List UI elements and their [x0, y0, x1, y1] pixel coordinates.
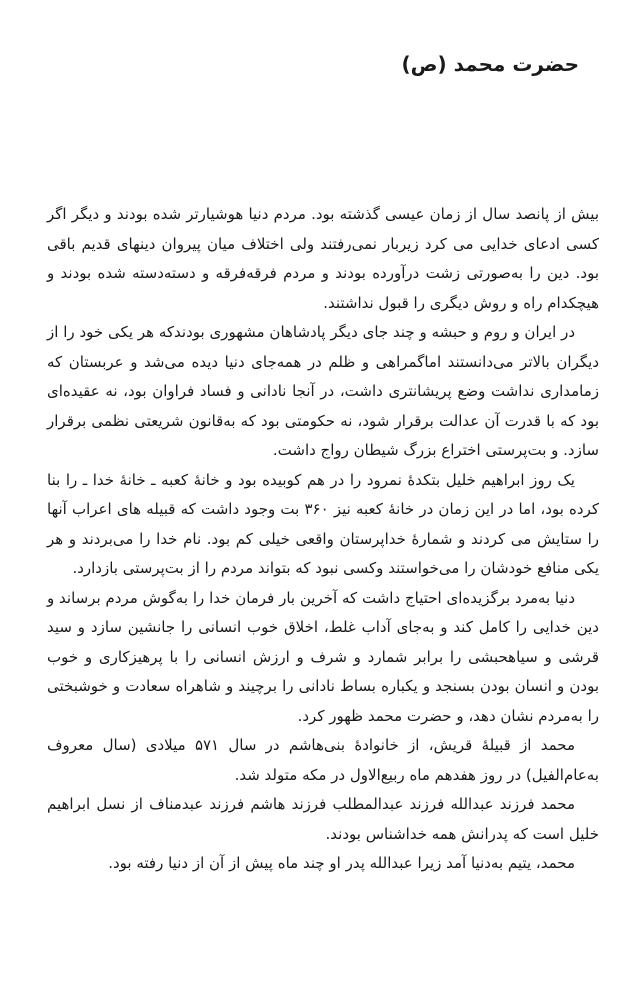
paragraph: بیش از پانصد سال از زمان عیسی‌ گذشته بود. مردم دنیا هوشیارتر شده بودند و دیگر اگر کسی ادعای خدایی می کرد زیربار نمی‌رفتند ولی اختلاف میان پیروان دینهای قدیم باقی بود. دین را به‌صورتی زشت درآورده بودند و مردم فرقه‌فرقه و دسته‌دسته شده بودند و هیچکدام راه و روش دیگری را قبول نداشتند.: [47, 205, 599, 312]
body-text: [47, 200, 599, 879]
paragraph: دنیا به‌مرد برگزیده‌ای احتیاج داشت که آخرین بار فرمان خدا را به‌گوش مردم برساند و دین خدایی را کامل کند و به‌جای آداب غلط، اخلاق خوب انسانی را جانشین سازد و سید قرشی و سیاهحبشی را برابر شمارد و شرف و ارزش انسانی را با پرهیزکاری و خوب بودن و انسان بودن بسنجد و یکباره بساط نادانی را برچیند و شاهراه سعادت و خوشبختی را به‌مردم نشان دهد، و حضرت محمد ظهور کرد.: [47, 588, 599, 725]
paragraph: در ایران و روم و حبشه و چند جای دیگر پادشاهان مشهوری بودندکه هر یکی خود را از دیگران بالاتر می‌دانستند اماگمراهی و ظلم در همه‌جای دنیا دیده می‌شد و عربستان که زمامداری نداشت وضع پریشانتری داشت، در آنجا نادانی و فساد فراوان بود، نه عقیده‌ای بود که با قدرت آن عدالت برقرار شود، نه حکومتی بود که به‌قانون شریعتی نظمی برقرار سازد. و بت‌پرستی اختراع بزرگ شیطان رواج داشت.: [47, 323, 599, 459]
paragraph: محمد از قبیلهٔ قریش، از خانوادهٔ بنی‌هاشم در سال ۵۷۱ میلادی (سال معروف به‌عام‌الفیل) در روز هفدهم ماه ربیع‌الاول در مکه متولد شد.: [47, 736, 599, 784]
paragraph: یک روز ابراهیم خلیل بتکدهٔ نمرود را در هم کوبیده بود و خانهٔ کعبه ـ خانهٔ خدا ـ را بنا کرده بود، اما در این زمان در خانهٔ کعبه نیز ۳۶۰ بت وجود داشت که قبیله‌ های اعراب آنها را ستایش می ‌کردند و شمارهٔ خداپرستان واقعی خیلی کم بود. نام خدا را می‌بردند و هر یکی منافع خودشان را می‌خواستند وکسی نبود که بتواند مردم را از بت‌پرستی بازدارد.: [47, 470, 599, 577]
paragraph: محمد فرزند عبدالله فرزند عبدالمطلب فرزند هاشم فرزند عبدمناف از نسل ابراهیم خلیل است که پدرانش همه خداشناس بودند.: [47, 795, 599, 843]
chapter-title: حضرت محمد (ص): [401, 52, 579, 76]
paragraph: محمد، یتیم به‌دنیا آمد زیرا عبدالله پدر او چند ماه پیش از آن از دنیا رفته بود.: [108, 854, 575, 872]
